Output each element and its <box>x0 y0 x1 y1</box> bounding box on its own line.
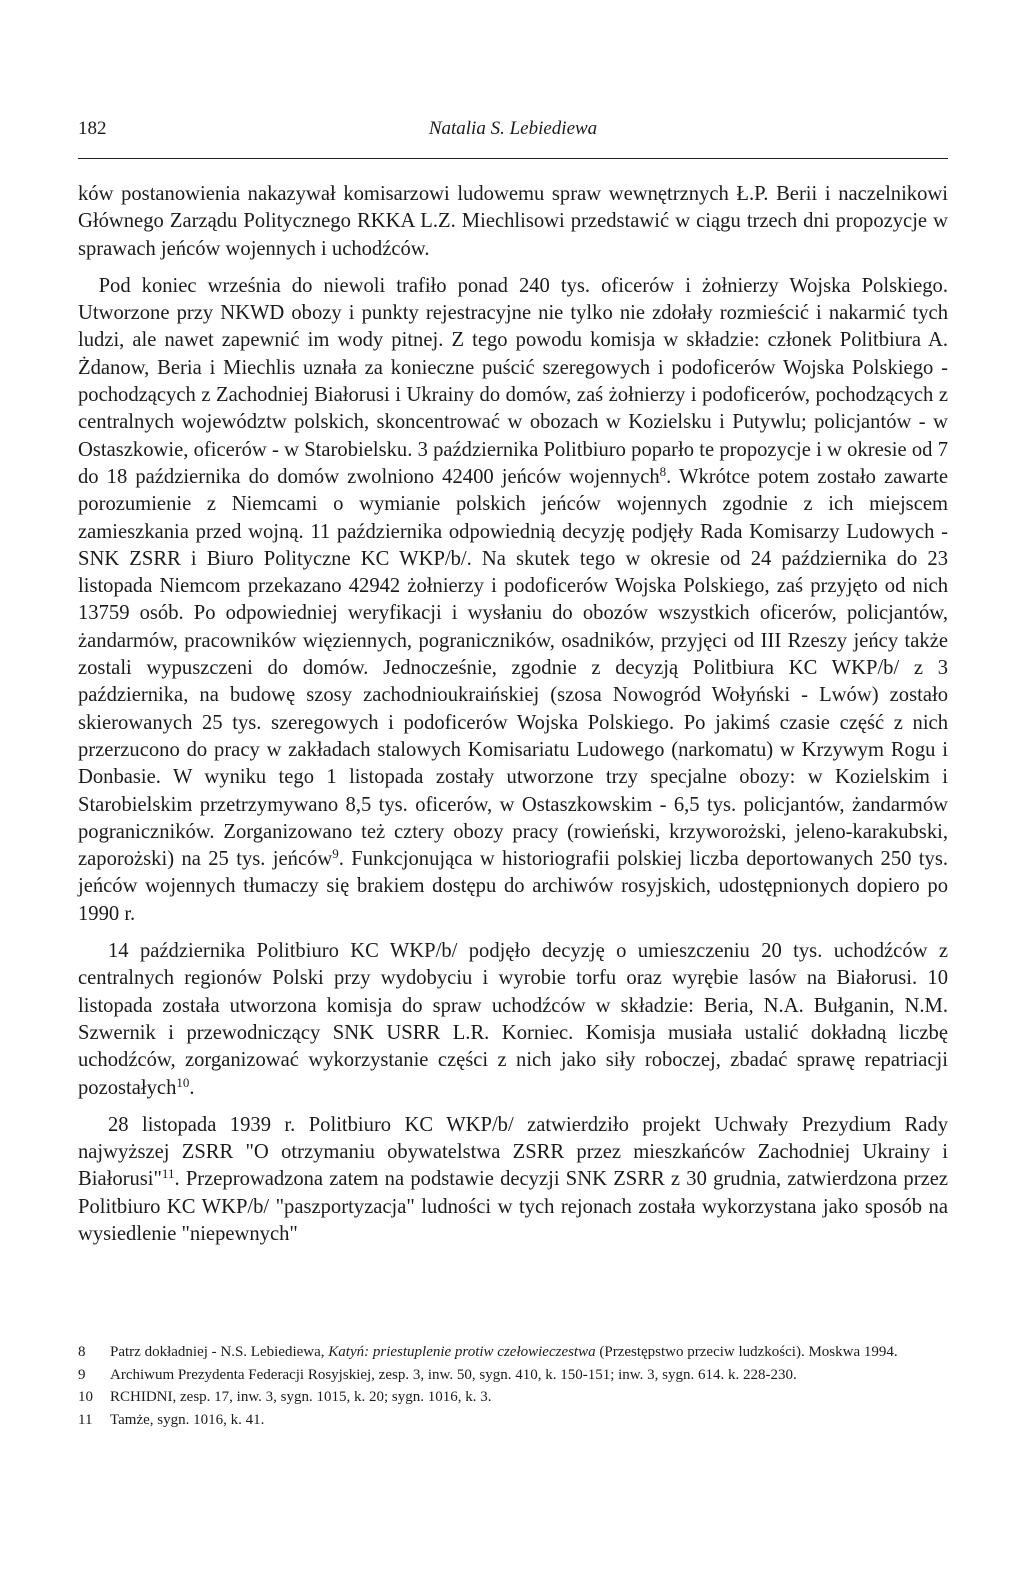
footnote-11 <box>78 1411 948 1431</box>
footnotes <box>78 1343 948 1433</box>
paragraph-2-text-b: . Wkrótce potem zostało zawarte porozumienie z Niemcami o wymianie polskich jeńców wojennych zgodnie z ich miejscem zamieszkania przed wojną. 11 października odpowiednią decyzję podjęły Rada Komisarzy Ludowych - SNK ZSRR i Biuro Polityczne KC WKP/b/. Na skutek tego w okresie od 24 października do 23 listopada Niemcom przekazano 42942 żołnierzy i podoficerów Wojska Polskiego, zaś przyjęto od nich 13759 osób. Po odpowiedniej weryfikacji i wysłaniu do obozów wszystkich oficerów, policjantów, żandarmów, pracowników więziennych, pograniczników, osadników, przyjęci od III Rzeszy jeńcy także zostali wypuszczeni do domów. Jednocześnie, zgodnie z decyzją Politbiura KC WKP/b/ z 3 października, na budowę szosy zachodnioukraińskiej (szosa Nowogród Wołyński - Lwów) zostało skierowanych 25 tys. szeregowych i podoficerów Wojska Polskiego. Po jakimś czasie część z nich przerzucono do pracy w zakładach stalowych Komisariatu Ludowego (narkomatu) w Krzywym Rogu i Donbasie. W wyniku tego 1 listopada zostały utworzone trzy specjalne obozy: w Kozielskim i Starobielskim przetrzymywano 8,5 tys. oficerów, w Ostaszkowskim - 6,5 tys. policjantów, żandarmów pograniczników. Zorganizowano też cztery obozy pracy (rowieński, krzyworożski, jeleno-karakubski, zaporożski) na 25 tys. jeńców <box>78 465 948 871</box>
footnote-text: Archiwum Prezydenta Federacji Rosyjskiej, zesp. 3, inw. 50, sygn. 410, k. 150-151; inw. 3, sygn. 614. k. 228-230. <box>110 1366 797 1383</box>
footnote-ref-10: 10 <box>176 1074 190 1090</box>
body-text <box>78 181 948 1248</box>
paragraph-4-text-b: . Przeprowadzona zatem na podstawie decyzji SNK ZSRR z 30 grudnia, zatwierdzona przez Politbiuro KC WKP/b/ "paszportyzacja" ludności w tych rejonach została wykorzystana jako sposób na wysiedlenie "niepewnych" <box>78 1168 948 1245</box>
footnote-number: 9 <box>78 1366 86 1383</box>
paragraph-2-text-a: Pod koniec września do niewoli trafiło ponad 240 tys. oficerów i żołnierzy Wojska Polskiego. Utworzone przy NKWD obozy i punkty rejestracyjne nie tylko nie zdołały rozmieścić i nakarmić tych ludzi, ale nawet zapewnić im wody pitnej. Z tego powodu komisja w składzie: członek Politbiura A. Żdanow, Beria i Miechlis uznała za konieczne puścić szeregowych i podoficerów Wojska Polskiego - pochodzących z Zachodniej Białorusi i Ukrainy do domów, zaś żołnierzy i podoficerów, pochodzących z centralnych województw polskich, skoncentrować w obozach w Kozielsku i Putywlu; policjantów - w Ostaszkowie, oficerów - w Starobielsku. 3 października Politbiuro poparło te propozycje i w okresie od 7 do 18 października do domów zwolniono 42400 jeńców wojennych <box>78 274 948 488</box>
footnote-number: 11 <box>78 1411 93 1428</box>
footnote-ref-11: 11 <box>161 1166 175 1182</box>
paragraph-2-text-c: . Funkcjonująca w historiografii polskiej liczba deportowanych 250 tys. jeńców wojennych tłumaczy się brakiem dostępu do archiwów rosyjskich, udostępnionych dopiero po 1990 r. <box>78 848 948 925</box>
paragraph-1 <box>78 181 948 263</box>
footnote-number: 8 <box>78 1344 86 1360</box>
running-head <box>78 118 948 159</box>
paragraph-3-text-a: 14 października Politbiuro KC WKP/b/ podjęło decyzję o umieszczeniu 20 tys. uchodźców z centralnych regionów Polski przy wydobyciu i wyrobie torfu oraz wyrębie lasów na Białorusi. 10 listopada została utworzona komisja do spraw uchodźców w składzie: Beria, N.A. Bułganin, N.M. Szwernik i przewodniczący SNK USRR L.R. Korniec. Komisja musiała ustalić dokładną liczbę uchodźców, zorganizować wykorzystanie części z nich jako siły roboczej, zbadać sprawę repatriacji pozostałych <box>78 940 948 1099</box>
paragraph-4 <box>78 1112 948 1248</box>
footnote-8 <box>78 1343 948 1363</box>
paragraph-4-text-a: 28 listopada 1939 r. Politbiuro KC WKP/b/ zatwierdziło projekt Uchwały Prezydium Rady najwyższej ZSRR "O otrzymaniu obywatelstwa ZSRR przez mieszkańców Zachodniej Ukrainy i Białorusi" <box>78 1113 948 1191</box>
footnote-text: Tamże, sygn. 1016, k. 41. <box>110 1411 265 1428</box>
paragraph-2-indent <box>78 275 99 297</box>
running-title: Natalia S. Lebiediewa <box>428 118 598 139</box>
paragraph-1-text: ków postanowienia nakazywał komisarzowi ludowemu spraw wewnętrznych Ł.P. Berii i naczelnikowi Głównego Zarządu Politycznego RKKA L.Z. Miechlisowi przedstawić w ciągu trzech dni propozycje w sprawach jeńców wojennych i uchodźców. <box>78 183 948 260</box>
paragraph-3 <box>78 938 948 1102</box>
footnote-10 <box>78 1388 948 1408</box>
footnote-text-part: (Przestępstwo przeciw ludzkości). Moskwa 1994. <box>595 1344 898 1360</box>
footnote-text: RCHIDNI, zesp. 17, inw. 3, sygn. 1015, k. 20; sygn. 1016, k. 3. <box>110 1389 492 1406</box>
footnote-ref-9: 9 <box>332 846 339 862</box>
footnote-number: 10 <box>78 1389 93 1406</box>
footnote-text-part: Patrz dokładniej - N.S. Lebiediewa, <box>110 1344 329 1360</box>
footnote-title: Katyń: priestuplenie protiw czełowieczestwa <box>328 1344 596 1360</box>
page-number: 182 <box>78 118 107 139</box>
footnote-ref-8: 8 <box>659 463 667 479</box>
footnote-text <box>110 1343 948 1363</box>
paragraph-3-text-b: . <box>189 1076 195 1099</box>
page <box>78 118 948 1248</box>
footnote-9 <box>78 1366 948 1386</box>
paragraph-2 <box>78 273 948 928</box>
